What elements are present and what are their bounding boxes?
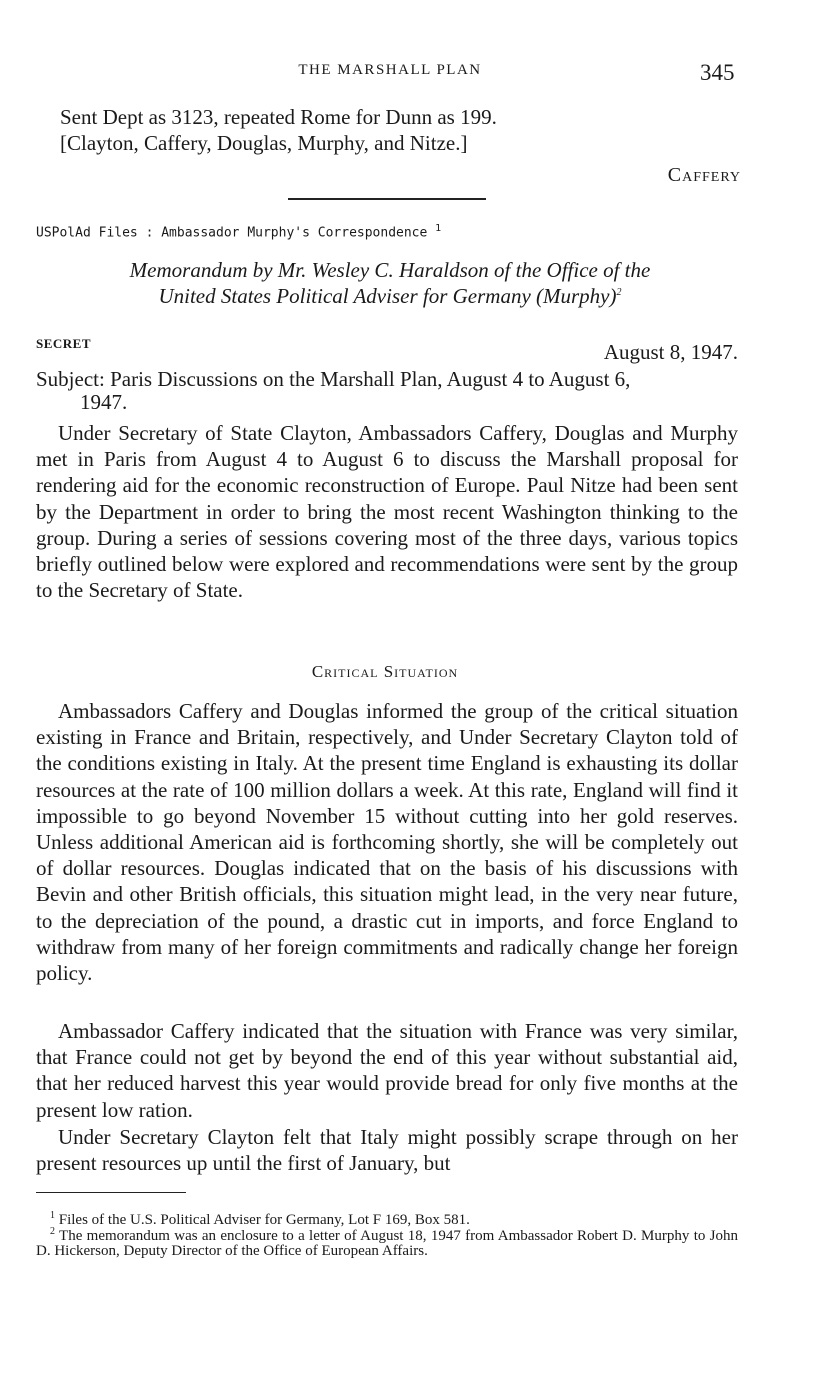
page-number: 345 — [700, 60, 735, 85]
paragraph-1: Under Secretary of State Clayton, Ambassadors Caffery, Douglas and Murphy met in Paris from August 4 to August 6 to discuss the Marshall proposal for rendering aid for the economic reconstruction of Europe. Paul Nitze had been sent by the Department in order to bring the most recent Washington thinking to the group. During a series of sessions covering most of the three days, various topics briefly outlined below were explored and recommendations were sent by the group to the Secretary of State. — [36, 421, 738, 603]
section-heading: Critical Situation — [311, 662, 459, 681]
paragraph-2: Ambassadors Caffery and Douglas informed the group of the critical situation existing in France and Britain, respectively, and Under Secretary Clayton told of the conditions existing in Italy. At the present time England is exhausting its dollar resources at the rate of 100 million dollars a week. At this rate, England will find it impossible to go beyond November 15 without cutting into her gold reserves. Unless additional American aid is forthcoming shortly, she will be completely out of dollar resources. Douglas indicated that on the basis of his discussions with Bevin and other British officials, this situation might lead, in the very near future, to the depreciation of the pound, a drastic cut in imports, and force England to withdraw from many of her foreign commitments and radically change her foreign policy. — [36, 699, 738, 986]
footnote-1-text: Files of the U.S. Political Adviser for Germany, Lot F 169, Box 581. — [58, 1212, 470, 1228]
subject-line-2: 1947. — [80, 390, 128, 414]
running-title: THE MARSHALL PLAN — [298, 62, 482, 78]
paragraph-3: Ambassador Caffery indicated that the situation with France was very similar, that France could not get by beyond the end of this year without substantial aid, that her reduced harvest this year would provide bread for only five months at the present low ration. — [36, 1019, 738, 1122]
footnote-separator — [36, 1192, 186, 1193]
document-date: August 8, 1947. — [603, 340, 738, 364]
memo-title-line-1: Memorandum by Mr. Wesley C. Haraldson of the Office of the — [129, 258, 651, 282]
footnote-2-mark: 2 — [50, 1226, 55, 1237]
footnote-2-text: The memorandum was an enclosure to a letter of August 18, 1947 from Ambassador Robert D. Murphy to John D. Hickerson, Deputy Director of the Office of European Affairs. — [36, 1228, 738, 1259]
previous-doc-line-1: Sent Dept as 3123, repeated Rome for Dunn as 199. — [60, 105, 497, 129]
source-footnote-ref: 1 — [435, 223, 442, 234]
footnote-1-mark: 1 — [50, 1210, 55, 1221]
paragraph-4: Under Secretary Clayton felt that Italy might possibly scrape through on her present resources up until the first of January, but — [36, 1125, 738, 1176]
document-separator — [288, 198, 486, 200]
classification: SECRET — [36, 336, 92, 351]
memo-title-line-2 — [0, 284, 780, 309]
source-citation — [36, 223, 441, 240]
footnote-2 — [36, 1224, 738, 1259]
title-footnote-ref: 2 — [616, 287, 622, 298]
signature: Caffery — [667, 164, 741, 186]
subject-line-1: Subject: Paris Discussions on the Marshall Plan, August 4 to August 6, — [36, 367, 631, 391]
source-text: USPolAd Files : Ambassador Murphy's Correspondence — [36, 225, 428, 241]
previous-doc-line-2: [Clayton, Caffery, Douglas, Murphy, and Nitze.] — [60, 131, 468, 155]
memo-title-line-2-text: United States Political Adviser for Germany (Murphy) — [158, 284, 617, 308]
